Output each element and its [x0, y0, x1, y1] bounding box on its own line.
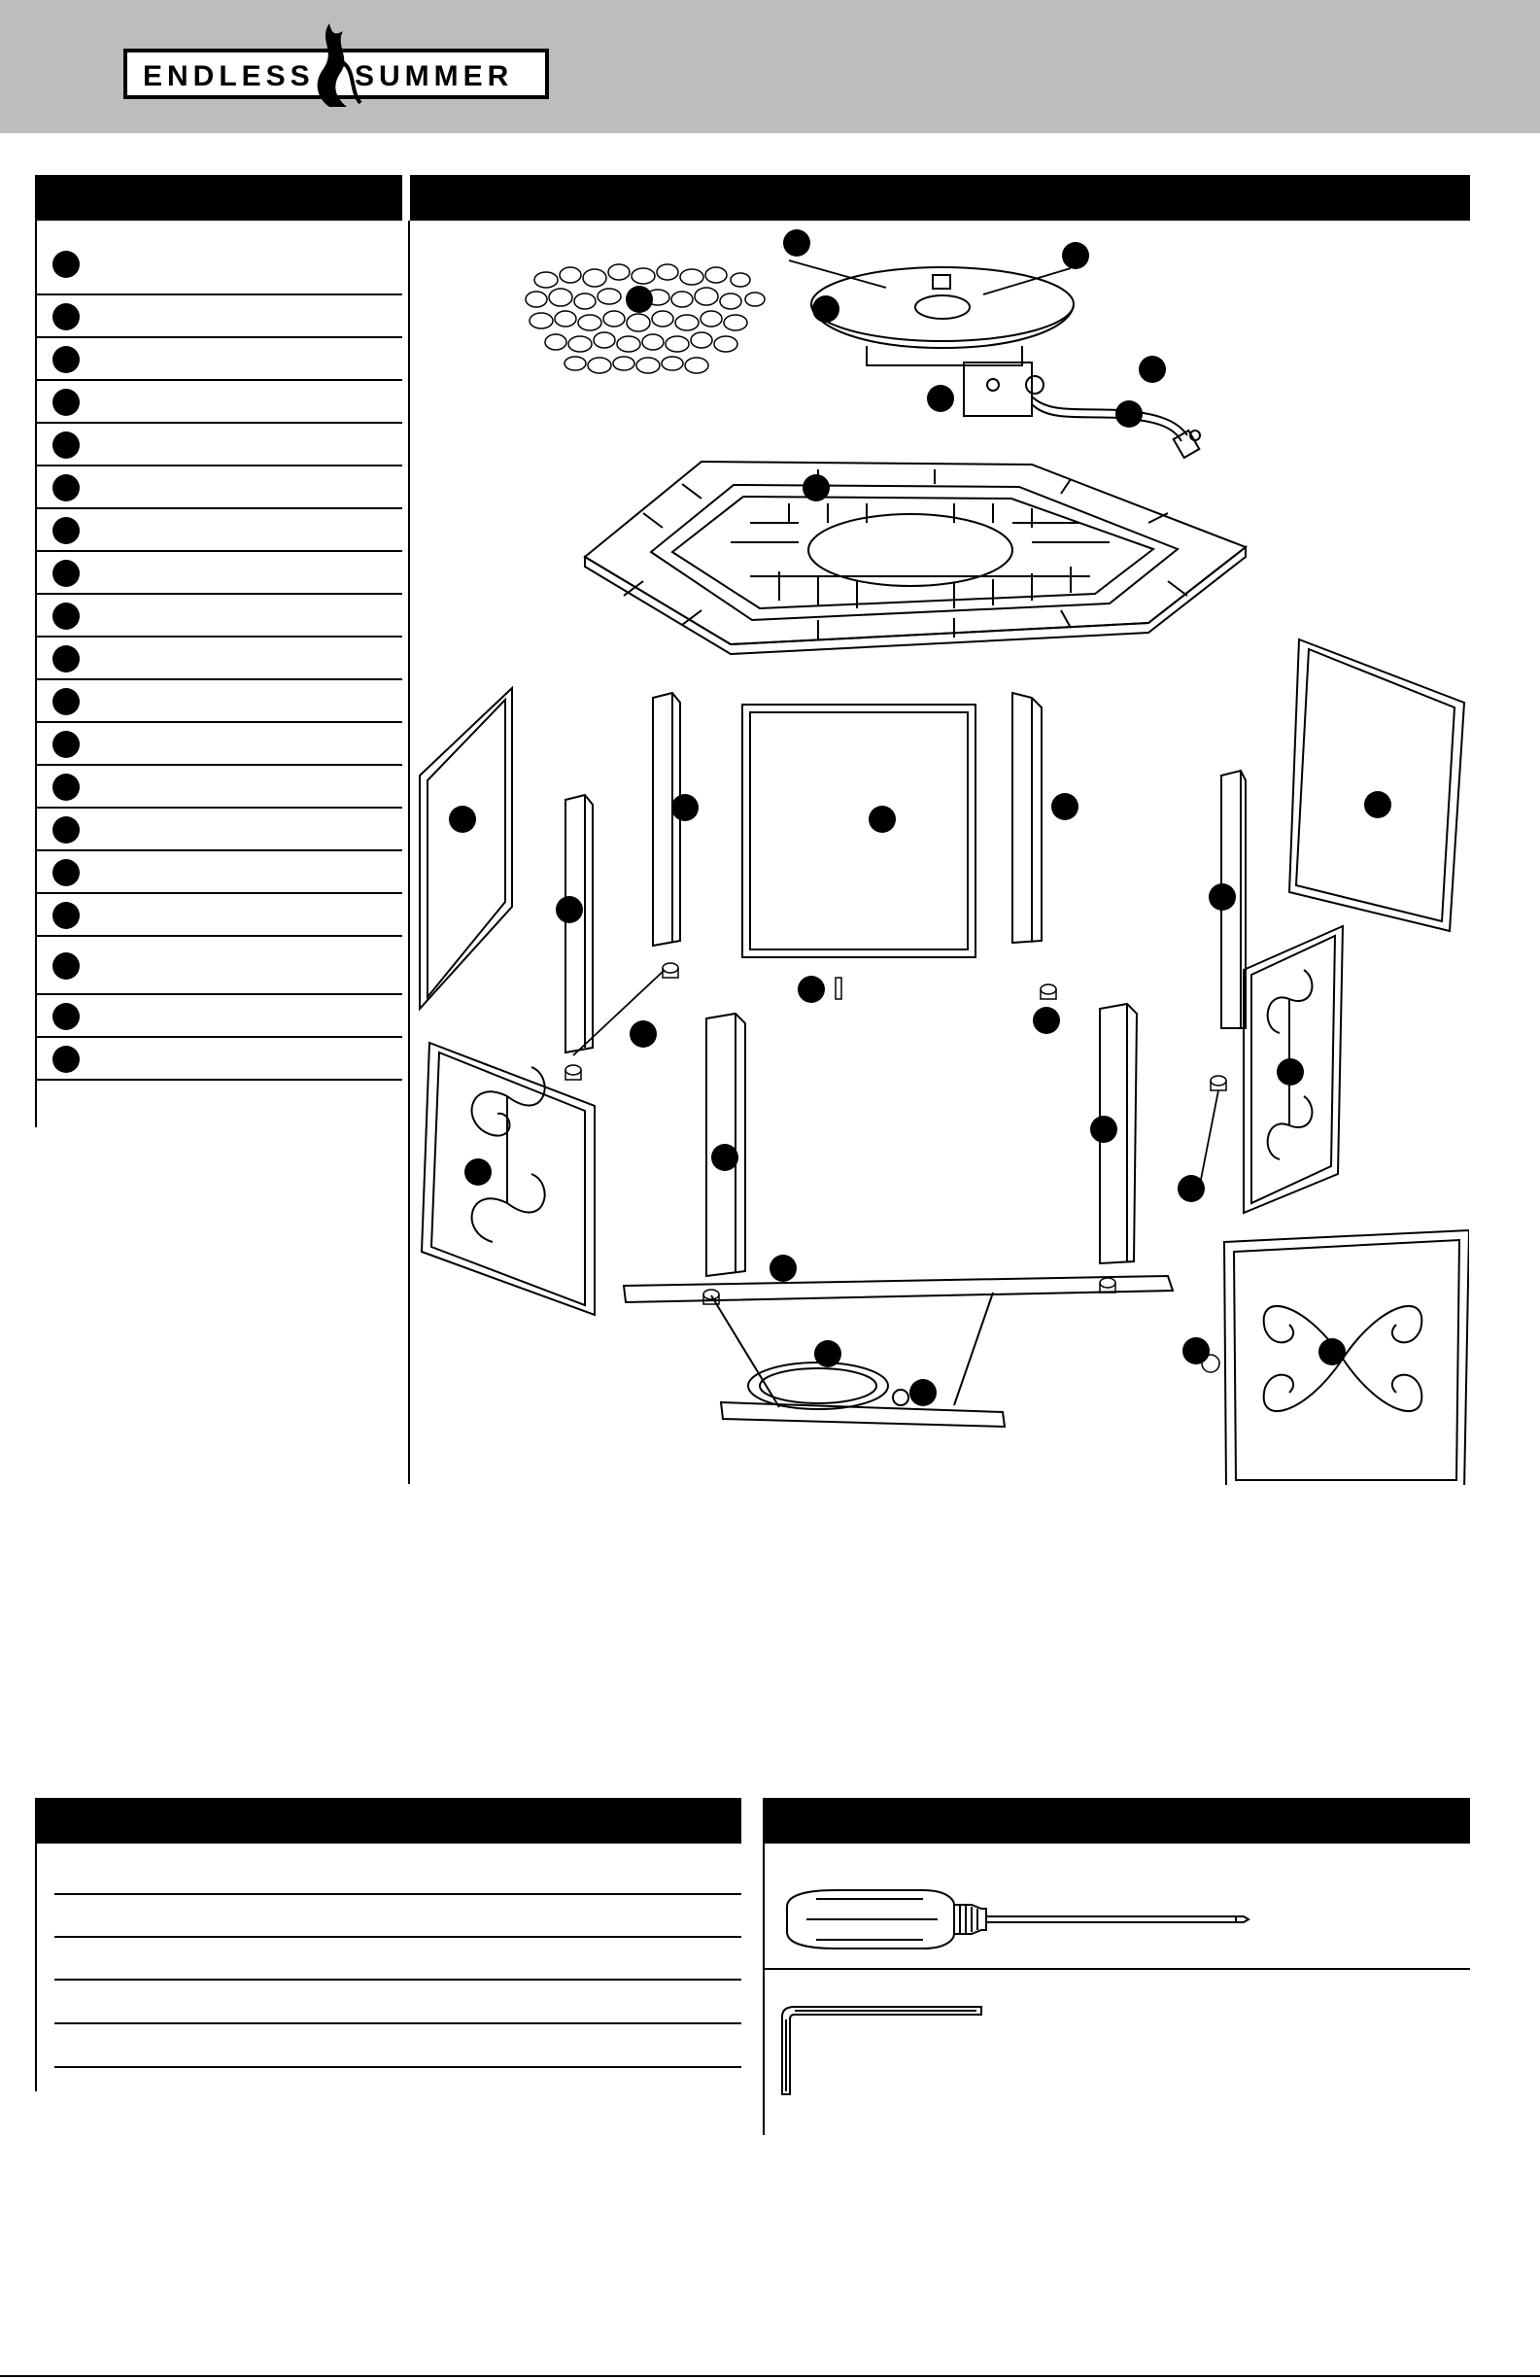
list-item	[35, 1038, 402, 1081]
part-bullet-icon	[52, 303, 80, 330]
part-bullet-icon	[52, 1046, 80, 1073]
list-item	[35, 680, 402, 723]
part-bullet-icon	[52, 688, 80, 715]
part-bullet-icon	[52, 389, 80, 416]
list-item	[35, 552, 402, 595]
part-bullet-icon	[52, 474, 80, 501]
part-bullet-icon	[52, 774, 80, 801]
side-panel-icon	[1289, 639, 1464, 931]
list-item	[35, 466, 402, 509]
part-bullet-icon	[52, 816, 80, 844]
exploded-fire-pit-diagram	[410, 222, 1469, 1485]
part-bullet-icon	[52, 431, 80, 459]
parts-list-header	[35, 175, 402, 221]
leg-icon	[565, 693, 1246, 1276]
hardware-border	[35, 1844, 37, 2091]
list-item	[35, 595, 402, 638]
brand-right: SUMMER	[355, 60, 514, 92]
table-row	[54, 2022, 741, 2024]
list-item	[35, 809, 402, 851]
list-item	[35, 638, 402, 680]
part-bullet-icon	[52, 517, 80, 544]
list-item	[35, 995, 402, 1038]
list-item	[35, 766, 402, 809]
list-item	[35, 723, 402, 766]
callout-bullet-icon	[449, 229, 1391, 1406]
list-item	[35, 295, 402, 338]
part-bullet-icon	[52, 560, 80, 587]
table-row	[54, 1893, 741, 1895]
part-bullet-icon	[52, 731, 80, 758]
list-item	[35, 338, 402, 381]
brand-left: ENDLESS	[143, 60, 315, 92]
hardware-header	[35, 1798, 741, 1844]
list-item	[35, 937, 402, 995]
phillips-screwdriver-icon	[777, 1885, 1263, 1953]
footer-rule	[0, 2375, 1540, 2377]
leader-arrow-icon	[573, 260, 1218, 1199]
list-item	[35, 894, 402, 937]
diagram-header	[410, 175, 1470, 221]
hex-key-icon	[777, 2002, 991, 2099]
tools-divider	[763, 1968, 1470, 1970]
table-row	[54, 1979, 741, 1981]
list-item	[35, 424, 402, 466]
part-bullet-icon	[52, 952, 80, 980]
side-panel-icon	[420, 688, 512, 1009]
part-bullet-icon	[52, 859, 80, 886]
part-bullet-icon	[52, 1003, 80, 1030]
table-top-icon	[585, 462, 1246, 654]
scroll-panel-icon	[422, 926, 1469, 1485]
table-row	[54, 1936, 741, 1938]
tools-header	[763, 1798, 1470, 1844]
list-item	[35, 224, 402, 295]
lava-rocks-icon	[526, 264, 765, 373]
part-bullet-icon	[52, 251, 80, 278]
list-item	[35, 851, 402, 894]
front-panel-icon	[742, 705, 975, 957]
list-item	[35, 381, 402, 424]
brand-logo	[123, 21, 551, 109]
part-bullet-icon	[52, 346, 80, 373]
list-item	[35, 509, 402, 552]
part-bullet-icon	[52, 645, 80, 673]
table-row	[54, 2066, 741, 2068]
part-bullet-icon	[52, 902, 80, 929]
tools-border	[763, 1844, 765, 2135]
part-bullet-icon	[52, 603, 80, 630]
